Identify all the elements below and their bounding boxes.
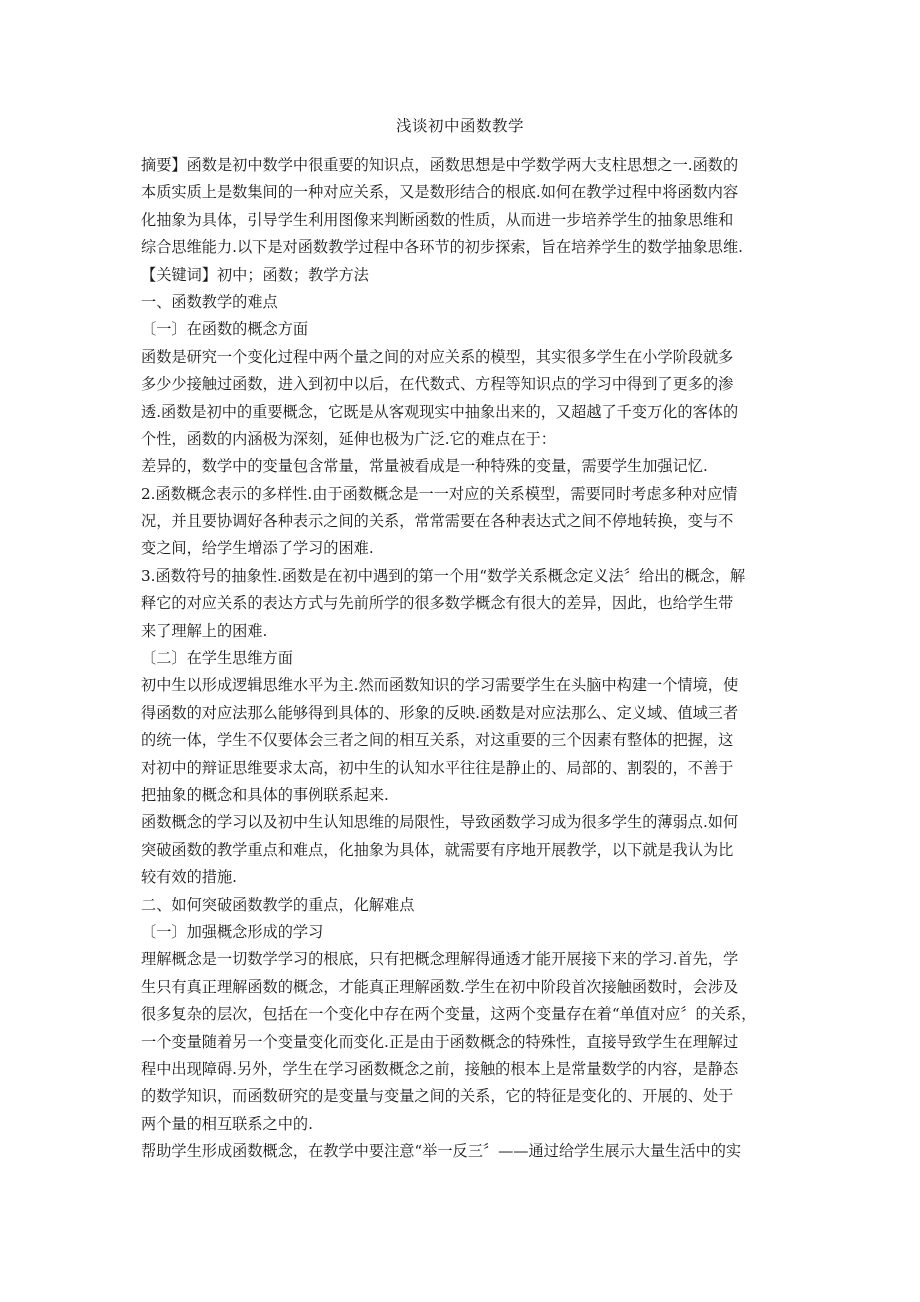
text-line: 来了理解上的困难. — [141, 621, 268, 640]
text-line: 较有效的措施. — [141, 868, 237, 887]
text-line: 2.函数概念表示的多样性.由于函数概念是一一对应的关系模型，需要同时考虑多种对应情 — [141, 484, 738, 503]
text-line: 二、如何突破函数教学的重点，化解难点 — [141, 895, 415, 914]
text-line: 的数学知识，而函数研究的是变量与变量之间的关系，它的特征是变化的、开展的、处于 — [141, 1087, 734, 1106]
text-line: 况，并且要协调好各种表示之间的关系，常常需要在各种表达式之间不停地转换，变与不 — [141, 512, 734, 531]
text-line: 把抽象的概念和具体的事例联系起来. — [141, 785, 389, 804]
text-line: 〔一〕加强概念形成的学习 — [141, 922, 324, 941]
text-line: 理解概念是一切数学学习的根底，只有把概念理解得通透才能开展接下来的学习.首先，学 — [141, 950, 739, 969]
text-line: 释它的对应关系的表达方式与先前所学的很多数学概念有很大的差异，因此，也给学生带 — [141, 594, 734, 613]
text-line: 本质实质上是数集间的一种对应关系，又是数形结合的根底.如何在教学过程中将函数内容 — [141, 183, 739, 202]
text-line: 一个变量随着另一个变量变化而变化.正是由于函数概念的特殊性，直接导致学生在理解过 — [141, 1032, 739, 1051]
text-line: 〔一〕在函数的概念方面 — [141, 320, 309, 339]
text-line: 函数概念的学习以及初中生认知思维的局限性，导致函数学习成为很多学生的薄弱点.如何 — [141, 813, 739, 832]
text-line: 的统一体，学生不仅要体会三者之间的相互关系，对这重要的三个因素有整体的把握，这 — [141, 731, 734, 750]
text-line: 摘要】函数是初中数学中很重要的知识点，函数思想是中学数学两大支柱思想之一.函数的 — [141, 156, 739, 174]
text-line: 两个量的相互联系之中的. — [141, 1114, 313, 1133]
text-line: 很多复杂的层次，包括在一个变化中存在两个变量，这两个变量存在着“单值对应〞的关系， — [141, 1005, 757, 1024]
text-line: 函数是研究一个变化过程中两个量之间的对应关系的模型，其实很多学生在小学阶段就多 — [141, 347, 734, 366]
text-line: 多少少接触过函数，进入到初中以后，在代数式、方程等知识点的学习中得到了更多的渗 — [141, 375, 734, 394]
text-line: 变之间，给学生增添了学习的困难. — [141, 539, 374, 558]
text-line: 对初中的辩证思维要求太高，初中生的认知水平往往是静止的、局部的、割裂的，不善于 — [141, 758, 734, 777]
text-line: 综合思维能力.以下是对函数教学过程中各环节的初步探索，旨在培养学生的数学抽象思维. — [141, 238, 743, 257]
text-line: 3.函数符号的抽象性.函数是在初中遇到的第一个用“数学关系概念定义法〞给出的概念，解 — [141, 566, 746, 585]
text-line: 程中出现障碍.另外，学生在学习函数概念之前，接触的根本上是常量数学的内容，是静态 — [141, 1059, 739, 1078]
text-line: 〔二〕在学生思维方面 — [141, 649, 293, 668]
text-line: 得函数的对应法那么能够得到具体的、形象的反映.函数是对应法那么、定义域、值域三者 — [141, 703, 739, 722]
text-line: 突破函数的教学重点和难点，化抽象为具体，就需要有序地开展教学，以下就是我认为比 — [141, 840, 734, 859]
text-line: 一、函数教学的难点 — [141, 292, 278, 311]
document-title: 浅谈初中函数教学 — [395, 117, 524, 135]
document-body — [141, 152, 791, 1165]
text-line: 透.函数是初中的重要概念，它既是从客观现实中抽象出来的，又超越了千变万化的客体的 — [141, 402, 739, 421]
text-line: 初中生以形成逻辑思维水平为主.然而函数知识的学习需要学生在头脑中构建一个情境，使 — [141, 676, 739, 695]
text-line: 差异的，数学中的变量包含常量，常量被看成是一种特殊的变量，需要学生加强记忆. — [141, 457, 708, 476]
text-line: 【关键词】初中；函数；教学方法 — [141, 265, 369, 284]
text-line: 帮助学生形成函数概念，在教学中要注意“举一反三〞——通过给学生展示大量生活中的实 — [141, 1142, 742, 1161]
text-line: 个性，函数的内涵极为深刻，延伸也极为广泛.它的难点在于： — [141, 429, 556, 448]
text-line: 生只有真正理解函数的概念，才能真正理解函数.学生在初中阶段首次接触函数时，会涉及 — [141, 977, 739, 996]
text-line: 化抽象为具体，引导学生利用图像来判断函数的性质，从而进一步培养学生的抽象思维和 — [141, 210, 734, 229]
